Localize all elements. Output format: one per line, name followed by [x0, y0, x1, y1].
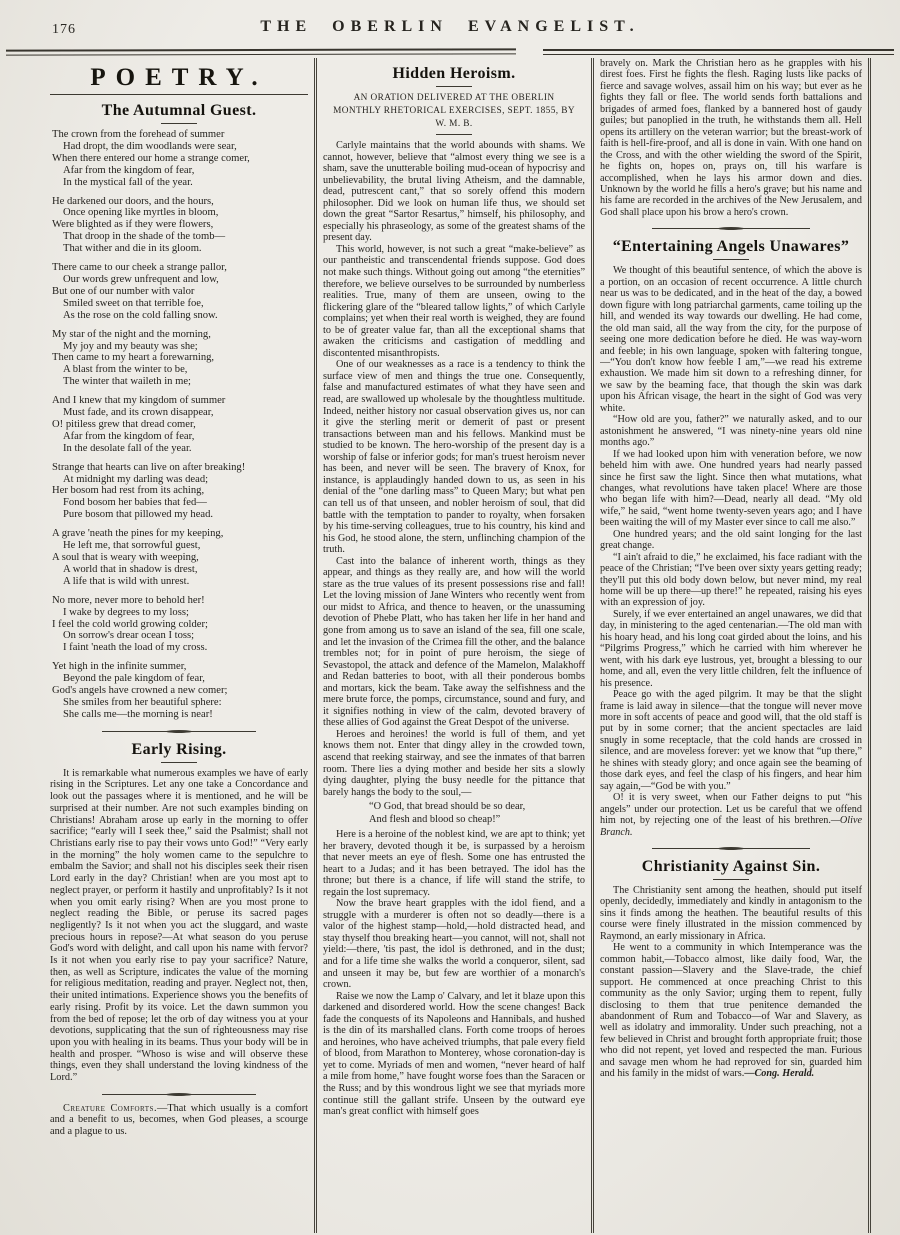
- paragraph-text: “I ain't afraid to die,” he exclaimed, his face radiant with the peace of the Christian; “I've been over sixty years getting ready; they'll put this old body down below, but never mind, my real home will be up there—up there!” he repeated, raising his eyes with an expression of joy.: [600, 551, 862, 609]
- paragraph: [600, 609, 862, 689]
- paragraph-text: Here is a heroine of the noblest kind, we are apt to think; yet her bravery, devoted though it be, is surpassed by a heroism that never meets an eye of flesh. Some one has entrusted the heart to a Judas; and it has been betrayed. The idol has the throne; but there is a chance, if life will stand the strife, to regain the lost supremacy.: [323, 828, 585, 898]
- verse-quote: [369, 801, 585, 826]
- paragraph: [600, 689, 862, 792]
- poem-line: A life that is wild with unrest.: [63, 575, 190, 587]
- paragraph: [323, 556, 585, 729]
- note-paragraph: [50, 1103, 308, 1138]
- poem-line: God's angels have crowned a new comer;: [52, 685, 228, 697]
- paragraph: [600, 792, 862, 838]
- poem-line: Pure bosom that pillowed my head.: [63, 509, 214, 521]
- poem-line: Afar from the kingdom of fear,: [63, 430, 195, 442]
- paragraph: [323, 729, 585, 798]
- paragraph: [323, 898, 585, 990]
- short-divider: [161, 762, 197, 763]
- article-title: “Entertaining Angels Unawares”: [612, 238, 850, 256]
- paragraph-text: Surely, if we ever entertained an angel unawares, we did that day, in ministering to the aged centenarian.—The old man with his hoary head, and his long coat girded about the loins, and his “Pilgrims Progress,” which he carried with him wherever he went, with his dark eye lustrous, yet, brought a blessing to our home, and all, even the very little children, felt the influence of his presence.: [600, 608, 862, 689]
- paragraph: [323, 829, 585, 898]
- paragraph: [600, 449, 862, 529]
- poem-line: Must fade, and its crown disappear,: [63, 407, 214, 419]
- columns-container: [50, 58, 882, 1233]
- paragraph: [600, 414, 862, 448]
- poem-line: Strange that hearts can live on after breaking!: [52, 461, 246, 473]
- poem-line: The winter that waileth in me;: [63, 376, 191, 388]
- article-title: Hidden Heroism.: [392, 65, 516, 82]
- poem-line: Then came to my heart a forewarning,: [52, 352, 215, 364]
- poem-line: I wake by degrees to my loss;: [63, 606, 189, 618]
- paragraph-text: bravely on. Mark the Christian hero as he grapples with his direst foes. First he fights the flesh. Raging lusts like packs of fierce and savage wolves, assail him on his way; but ever as he fights they fall or flee. The world sends forth battalions and brigades of armed foes, flanked by a bannered host of gaudy guiles; but panoplied in the truth, he withstands them all. Hell opens its artillery on the veteran warrior; but the breast-work of faith is hell-fire-proof, and all is done in vain. With one hand on the Cross, and with the other wielding the sword of the Spirit, he fights on, hopes on, prays on, till his warfare is accomplished, when he lays his armor down and dies. Unknown by the world he fills a hero's grave; but his name and his fame are recorded in the archives of the New Jerusalem, and God shall place upon his brow a hero's crown.: [600, 58, 862, 218]
- paragraph-text: He went to a community in which Intemperance was the common habit,—Tobacco almost, like daily food, War, the constant passion—Slavery and the Slave-trade, the chief support. He commenced at once preaching Christ to this community as the only Savior; urging them to repent, fully disclosing to them that true penitence demanded the abandonment of Rum and Tobacco—of War and Slavery, as well as idolatry and immorality. Under such preaching, not a few believed in Christ and brought forth appropriate fruit; those who did not repent, yet loved and respected the man. Furious and savage men whom he had reproved for sin, guarded him and his family in the midst of wars.: [600, 942, 862, 1080]
- poem-line: Once opening like myrtles in bloom,: [63, 207, 219, 219]
- poem-line: But one of our number with valor: [52, 285, 195, 297]
- poem-line: A soul that is weary with weeping,: [52, 552, 199, 563]
- article-title: Christianity Against Sin.: [641, 858, 821, 875]
- ornament-divider: [652, 226, 809, 231]
- poem-line: A blast from the winter to be,: [63, 364, 188, 376]
- poem-line: He left me, that sorrowful guest,: [63, 540, 201, 552]
- signature: —Cong. Herald.: [744, 1068, 815, 1080]
- poem-line: The crown from the forehead of summer: [52, 129, 225, 140]
- paragraph-text: Raise we now the Lamp o' Calvary, and let it blaze upon this darkened and disordered world. How the scene changes! Back fade the conquests of its Napoleons and Hannibals, and hushed is the din of its marshalled clans. Forth come troops of heroes and heroines, who have acheived triumphs, that pale every field of blood, from Marathon to Monterey, whose coronation-day is yet to come. Myriads of men and women, “never heard of half a mile from home,” have fought worse foes than the Saracen or the Russ; and by this wondrous light we see that myriads more continue still the gallant strife. Unseen by the outward eye man's great conflict with himself goes: [323, 990, 585, 1118]
- paragraph-text: This world, however, is not such a great “make-believe” as our pantheistic and transcendental friends suppose. God does not make such things. Without going out among “the eternities” therefore, we believe ourselves to be surrounded by numberless realities. True, many of them are unseen, owing to the flickering glare of the “bleared tallow lights,” of which Carlyle complains; yet when their real worth is weighed, they are found to be of greater value far, than all the exceptional shams that awaken the criticisms and castigation of meddling and discontented misanthropists.: [323, 243, 585, 359]
- poem-line: No more, never more to behold her!: [52, 594, 205, 606]
- ornament-divider: [102, 1092, 257, 1097]
- poem-stanza: [52, 661, 308, 721]
- column-divider-rule: [591, 58, 594, 1233]
- poem-line: In the mystical fall of the year.: [63, 176, 193, 188]
- poem-line: Our words grew unfrequent and low,: [63, 273, 219, 285]
- paragraph: [600, 942, 862, 1079]
- paragraph: [600, 885, 862, 942]
- column-middle: [323, 58, 585, 1233]
- paragraph-text: One of our weaknesses as a race is a tendency to think the surface view of men and things the true one. Consequently, false and manufactured estimates of what they have seen and read, are swallowed up wholesale by the thoughtless multitude. Indeed, neither history nor casual observation gives us, nor can it give the sterling merit or demerit of past or present transactions between man and his fellows. Mankind must be studied to be known. The hero-worship of the present day is a worship of false or inferior gods; for man's truest heroism never has been, and never will be seen. The bravery of Knox, for instance, is applaudingly handed down to us, as seen in his denial of the “one darling mass” to Queen Mary; but what pen can tell us of that unseen, and nobler heroism of soul, that did battle with the temptation to pander to royalty, when forsaken by his time-serving colleagues, true to his country, his kind and his God, he stood alone, the stern, unflinching champion of the truth.: [323, 359, 585, 556]
- horizontal-rule: [50, 94, 308, 95]
- page-edge-rule: [868, 58, 871, 1233]
- poem-line: Were blighted as if they were flowers,: [52, 219, 214, 231]
- short-divider: [436, 86, 472, 87]
- article-title: The Autumnal Guest.: [101, 102, 257, 119]
- verse-line: And flesh and blood so cheap!”: [369, 813, 501, 825]
- poem-line: Smiled sweet on that terrible foe,: [63, 297, 204, 309]
- poem-line: There came to our cheek a strange pallor,: [52, 262, 227, 274]
- poem-line: A grave 'neath the pines for my keeping,: [52, 528, 224, 540]
- article-title: Early Rising.: [131, 740, 227, 758]
- short-divider: [161, 123, 197, 124]
- note-text: —That which usually is a comfort and a benefit to us, becomes, when God pleases, a scourge and a plague to us.: [50, 1102, 308, 1138]
- article-subtitle: AN ORATION DELIVERED AT THE OBERLIN MONTHLY RHETORICAL EXERCISES, SEPT. 1855, BY W. M. B.: [333, 93, 575, 129]
- poem-stanza: [52, 595, 308, 655]
- short-divider: [713, 259, 749, 260]
- column-right: [600, 58, 862, 1233]
- paragraph: [600, 265, 862, 414]
- poem-line: And I knew that my kingdom of summer: [52, 395, 226, 407]
- paragraph: [600, 58, 862, 218]
- short-divider: [713, 879, 749, 880]
- poem-stanza: [52, 262, 308, 322]
- poem-line: I faint 'neath the load of my cross.: [63, 642, 208, 654]
- page-number: 176: [52, 22, 76, 37]
- signature: —Olive Branch.: [600, 815, 862, 838]
- poem-line: Yet high in the infinite summer,: [52, 661, 187, 673]
- poem-line: Afar from the kingdom of fear,: [63, 164, 195, 176]
- paragraph: [600, 552, 862, 609]
- poem-stanza: [52, 196, 308, 256]
- short-divider: [436, 134, 472, 135]
- poem-line: When there entered our home a strange comer,: [52, 152, 250, 164]
- poem-stanza: [52, 462, 308, 522]
- header-rule-right: [543, 49, 894, 55]
- ornament-divider: [102, 729, 257, 734]
- verse-line: “O God, that bread should be so dear,: [369, 801, 526, 813]
- poem-line: I feel the cold world growing colder;: [52, 618, 208, 630]
- note-lead: Creature Comforts.: [63, 1102, 158, 1114]
- poem-line: He darkened our doors, and the hours,: [52, 195, 214, 207]
- poem-line: On sorrow's drear ocean I toss;: [63, 630, 195, 642]
- poem-line: As the rose on the cold falling snow.: [63, 309, 218, 321]
- paragraph-text: “How old are you, father?” we naturally asked, and to our astonishment he answered, “I was ninety-nine years old nine months ago.”: [600, 414, 862, 449]
- paragraph-text: O! it is very sweet, when our Father deigns to put “his angels” under our protection. Let us be careful that we offend him not, by rejecting one of the least of his brethren.: [600, 792, 862, 827]
- poem-line: Beyond the pale kingdom of fear,: [63, 673, 205, 685]
- poem-stanza: [52, 129, 308, 189]
- poem-stanza: [52, 395, 308, 455]
- poem-line: She smiles from her beautiful sphere:: [63, 696, 222, 708]
- poem-line: At midnight my darling was dead;: [63, 473, 209, 485]
- paragraph-text: Now the brave heart grapples with the idol fiend, and a struggle with a murderer is often not so deadly—there is a valor of the highest stamp—hold,—hold distracted head, and stay thyself thou breaking heart—you cannot, will not, shall not yield:—there, 'tis past, the idol is dethroned, and in the dust; and for a life time she walks the world a conqueror, silent, sad and unseen it may be, but few are worthier of a monarch's crown.: [323, 898, 585, 991]
- paragraph-text: If we had looked upon him with veneration before, we now beheld him with awe. One hundred years had nearly passed since he first saw the light. Since then what mutations, what changes, what revolutions have taken place! Where are those who began life with him?—Dead, nearly all dead. “My old wife,” he said, “went home twenty-seven years ago; and I have been waiting the will of my Master ever since to call me also.”: [600, 448, 862, 529]
- ornament-divider: [652, 846, 809, 851]
- paragraph-text: Carlyle maintains that the world abounds with shams. We cannot, however, believe that “almost every thing we see is a sham, save the unutterable boiling mud-ocean of hypocrisy and unbelievability, the brutal living Atheism, and the damnable, dead, putrescent cant,” that so sorely offend this modern philosopher. Did we look on human life thus, we should set down the great “Sartor Resartus,” himself, his philosophy, and especially his phraseology, as some of the greatest shams of the present day.: [323, 140, 585, 244]
- poem-line: In the desolate fall of the year.: [63, 442, 192, 454]
- paragraph-text: It is remarkable what numerous examples we have of early rising in the Scriptures. Let any one take a Concordance and look out the passages where it is mentioned, and he will be surprised at their number. Are not such examples binding on Christians! Abraham arose up early in the morning to offer sacrifice; “early will I seek thee,” said the Psalmist; shall not Christians early rise to pay their vows unto God!” “Very early in the morning” the holy women came to the sepulchre to embalm the Savior; and shall not his disciples seek their risen Lord early in the day? Christian! when are you most apt to neglect prayer, or perform it hastily and unprofitably? Is it not when you omit early rising? When are you most prone to neglect reading the Bible, or peruse its sacred pages negligently? Is it not when you act the sluggard, and waste precious hours in repose?—At what season do you peruse God's word with delight, and call upon his name with fervor? Is it not when you early rise to pay your sacrifice? Nature, then, as well as Scripture, indicates the value of the morning for religious meditation, reading and prayer. Neglect not, then, their united intimations. Experience shows you the benefits of early rising. Profit by its voice. Let the dawn summon you from the bed of repose; let the orb of day witness you at your devotions, supplicating that the sun of righteousness may rise upon you with healing in its beams. Thus your body will be in health and prosper. “Whoso is wise and will observe these things, even they shall understand the loving kindness of the Lord.”: [50, 767, 308, 1084]
- poem-line: Had dropt, the dim woodlands were sear,: [63, 140, 237, 152]
- poem-line: That wither and die in its gloom.: [63, 243, 202, 255]
- paragraph: [323, 359, 585, 555]
- poem-line: That droop in the shade of the tomb—: [63, 231, 226, 243]
- paragraph: [600, 529, 862, 552]
- poem-line: She calls me—the morning is near!: [63, 708, 213, 720]
- paragraph: [323, 244, 585, 359]
- column-left: [50, 58, 308, 1233]
- section-title: POETRY.: [90, 64, 268, 91]
- poem-line: My joy and my beauty was she;: [63, 340, 198, 352]
- poem-stanza: [52, 329, 308, 389]
- paragraph-text: We thought of this beautiful sentence, of which the above is a portion, on an occasion of recent occurrence. A little church near us was to be dedicated, and in the heat of the day, a bowed down figure with long patriarchal garments, came toiling up the hill, and wended its way towards our dwelling. He had come, the old man said, all the way from the city, for the purpose of seeing one more dedication before he died. He was way-worn and feeble; in his own language, spoken with faltering tongue,—“You don't know how feeble I am,”—we read his extreme exhaustion. We made him sit down to a refreshing dinner, for we saw by the beaming face, that though the skin was dark upon his African visage, the heart in the sight of God was very white.: [600, 265, 862, 414]
- poem-line: Fond bosom her babies that fed—: [63, 497, 207, 509]
- paragraph-text: The Christianity sent among the heathen, should put itself openly, decidedly, immediately and kindly in antagonism to the sins it finds among the heathen. The beautiful results of this course were finely illustrated in the mission commenced by Raymond, an early missionary in Africa.: [600, 885, 862, 942]
- poem-line: O! pitiless grew that dread comer,: [52, 418, 196, 430]
- masthead-title: THE OBERLIN EVANGELIST.: [260, 18, 640, 35]
- column-divider-rule: [314, 58, 317, 1233]
- paragraph: [50, 768, 308, 1084]
- paragraph: [323, 991, 585, 1118]
- paragraph: [323, 140, 585, 244]
- paragraph-text: Cast into the balance of inherent worth, things as they appear, and things as they really are, and how will the world stare as the true values of its present possessions rise and fall! Let the loving mission of Jane Winters who recently went from our midst to Africa, and thence to heaven, or the unassuming devotion of Phebe Platt, who has taken her life in her hand and gone from among us to save an island of the sea, fill one scale, and let the invasion of the Crimea fill the other, and the balance trembles not; for in point of pure heroism, the siege of Sevastopol, the attack and defence of the Mamelon, Malakhoff and Redan batteries to boot, with all their ponderous bombs and mortars, kick the beam. Take away the selfishness and the mere brute force, the pomps, circumstance, sound and fury, and it signifies nothing in view of the calm, devoted bravery of these allies of God against the Great Despot of the universe.: [323, 555, 585, 729]
- paragraph-text: Heroes and heroines! the world is full of them, and yet knows them not. Enter that dingy alley in the crowded town, ascend that reeking stairway, and see the inmates of that barren room. There lies a dying mother and beside her sits a slowly dying daughter, plying the busy needle for the pittance that barely hangs the body to the soul,—: [323, 728, 585, 798]
- poem-line: Her bosom had rest from its aching,: [52, 485, 205, 497]
- poem: [52, 129, 308, 721]
- poem-line: A world that in shadow is drest,: [63, 563, 198, 575]
- paragraph-text: Peace go with the aged pilgrim. It may be that the slight frame is laid away in silence—that the tongue will never move more in soft accents of peace and good will, that the old staff is put by in some corner; that the ancient spectacles are laid snugly in some receptacle, that the cold hands are crossed in silence, and are moveless forever: yet we know that “up there,” he shines with steady glory; and once again see the beaming of those dark eyes, and feel the clasp of his fingers, and hear him say again,—“God be with you.”: [600, 689, 862, 792]
- header-rule-left: [6, 48, 516, 55]
- poem-stanza: [52, 528, 308, 588]
- paragraph-text: One hundred years; and the old saint longing for the last great change.: [600, 528, 862, 552]
- poem-line: My star of the night and the morning,: [52, 328, 211, 340]
